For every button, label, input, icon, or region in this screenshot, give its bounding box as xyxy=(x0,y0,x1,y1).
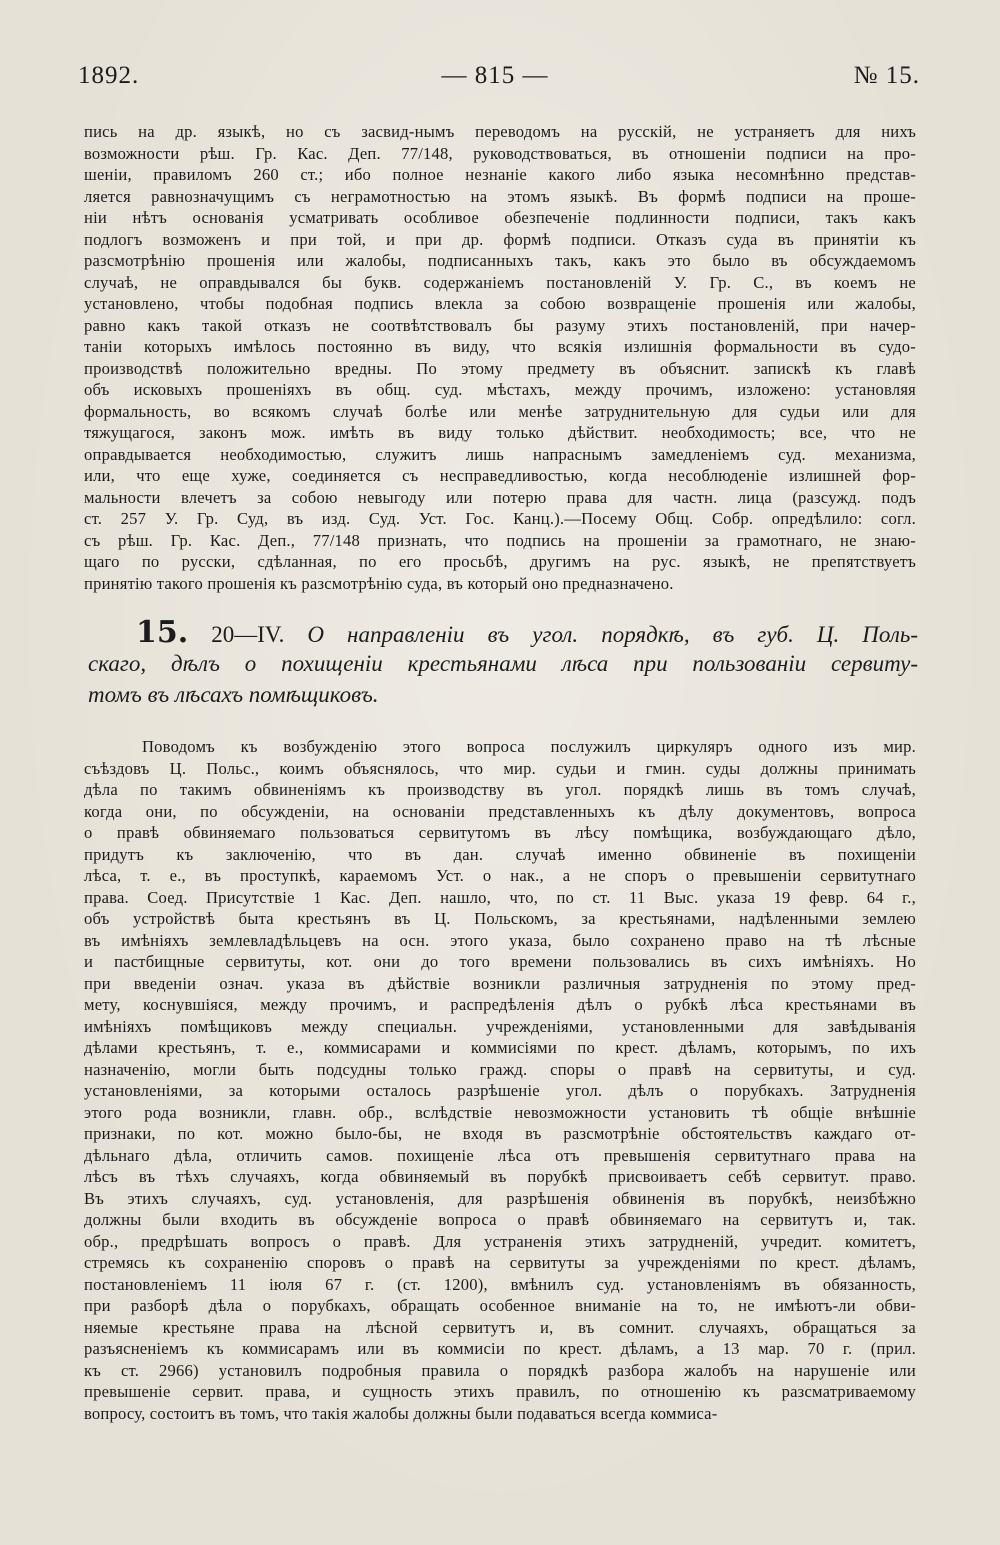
text-line: щаго по русски, сдѣланная, по его просьбѣ, другимъ на рус. языкѣ, не препятствуетъ xyxy=(84,552,916,571)
text-line: придутъ къ заключенію, что въ дан. случаѣ именно обвиненіе въ похищеніи xyxy=(84,844,916,864)
text-line: дѣла по такимъ обвиненіямъ къ производству въ угол. порядкѣ лишь въ томъ случаѣ, xyxy=(84,780,916,799)
text-line: дѣльнаго дѣла, отличить самов. похищеніе лѣса отъ превышенія сервитутнаго права на xyxy=(84,1145,916,1165)
text-line: при разборѣ дѣла о порубкахъ, обращать особенное вниманіе на то, не имѣютъ-ли обви- xyxy=(84,1296,916,1315)
text-line: съѣздовъ Ц. Польс., коимъ объяснялось, что мир. судьи и гмин. суды должны принимать xyxy=(84,758,916,778)
text-line: о правѣ обвиняемаго пользоваться сервитутомъ въ лѣсу помѣщика, возбуждающаго дѣло, xyxy=(84,823,916,842)
page-header xyxy=(70,62,920,102)
text-line: тяжущагося, законъ мож. имѣть въ виду только дѣйствит. необходимость; все, что не xyxy=(84,423,916,442)
text-line: разъясненіемъ къ коммисарамъ или въ коммисіи по крест. дѣламъ, а 13 мар. 70 г. (прил. xyxy=(84,1339,916,1358)
header-year: 1892. xyxy=(78,62,140,89)
text-line: мету, коснувшіяся, между прочимъ, и распредѣленія дѣлъ о рубкѣ лѣса крестьянами въ xyxy=(84,995,916,1014)
text-line: пись на др. языкѣ, но съ засвид-нымъ переводомъ на русскій, не устраняетъ для нихъ xyxy=(84,122,916,141)
text-line: назначенію, могли быть подсудны только гражд. споры о правѣ на сервитуты, и суд. xyxy=(84,1059,916,1079)
section-title-line: О направленіи въ угол. порядкѣ, въ губ. Ц. Поль- xyxy=(307,622,919,647)
section-title-line: томъ въ лѣсахъ помѣщиковъ. xyxy=(88,682,379,707)
text-line: лѣсъ въ тѣхъ случаяхъ, когда обвиняемый въ порубкѣ присвоиваетъ себѣ сервитут. право. xyxy=(84,1167,916,1186)
text-line: возможности рѣш. Гр. Кас. Деп. 77/148, руководствоваться, въ отношеніи подписи на про- xyxy=(84,143,916,163)
text-line: въ имѣніяхъ землевладѣльцевъ на осн. этого указа, было сохранено право на тѣ лѣсные xyxy=(84,930,916,950)
text-line: признаки, по кот. можно было-бы, не входя въ разсмотрѣніе обстоятельствъ каждаго от- xyxy=(84,1124,916,1143)
text-line: няемые крестьяне права на лѣсной сервитутъ и, въ сомнит. случаяхъ, обращаться за xyxy=(84,1317,916,1337)
text-line: разсмотрѣнію прошенія или жалобы, подписанныхъ такъ, какъ это было въ обсуждаемомъ xyxy=(84,251,916,270)
text-line: установленіями, за которыми осталось разрѣшеніе угол. дѣлъ о порубкахъ. Затрудненія xyxy=(84,1081,916,1100)
text-line: мальности влечетъ за собою невыгоду или потерю права для частн. лица (разсужд. подъ xyxy=(84,487,916,507)
text-line: таніи которыхъ имѣлось постоянно въ виду, что всякія излишнія формальности въ судо- xyxy=(84,337,916,356)
section-number: 15. xyxy=(136,615,189,650)
text-line: ст. 257 У. Гр. Суд, въ изд. Суд. Уст. Гос. Канц.).—Посему Общ. Собр. опредѣлило: согл. xyxy=(84,509,916,528)
section-heading xyxy=(88,617,918,710)
text-line: ляется равнозначущимъ съ неграмотностью на этомъ языкѣ. Въ формѣ подписи на проше- xyxy=(84,186,916,206)
section-title-line: скаго, дѣлъ о похищеніи крестьянами лѣса при пользованіи сервиту- xyxy=(88,651,918,676)
text-line: Въ этихъ случаяхъ, суд. установленія, для разрѣшенія обвиненія въ порубкѣ, неизбѣжно xyxy=(84,1188,916,1208)
text-line: должны были входить въ обсужденіе вопроса о правѣ обвиняемаго на сервитутъ и, так. xyxy=(84,1210,916,1229)
text-line: къ ст. 2966) установилъ подробныя правила о порядкѣ разбора жалобъ на нарушеніе или xyxy=(84,1360,916,1380)
text-line: постановленіемъ 11 іюля 67 г. (ст. 1200), вмѣнилъ суд. установленіямъ въ обязанность, xyxy=(84,1274,916,1294)
text-line: при введеніи означ. указа въ дѣйствіе возникли различныя затрудненія по этому пред- xyxy=(84,973,916,993)
text-line: подлогъ возможенъ и при той, и при др. формѣ подписи. Отказъ суда въ принятіи къ xyxy=(84,229,916,249)
text-line: ніи нѣтъ основанія усматривать особливое обезпеченіе подлинности подписи, такъ какъ xyxy=(84,208,916,227)
text-line: этого рода возникли, главн. обр., вслѣдствіе невозможности установить тѣ общіе внѣшніе xyxy=(84,1102,916,1122)
text-line: формальность, во всякомъ случаѣ болѣе или менѣе затруднительную для судьи или для xyxy=(84,401,916,421)
paragraph-continuation xyxy=(84,121,916,594)
text-line: съ рѣш. Гр. Кас. Деп., 77/148 признать, что подпись на прошеніи за грамотнаго, не знаю- xyxy=(84,530,916,550)
text-line: вопросу, состоитъ въ томъ, что такія жалобы должны были подаваться всегда коммиса- xyxy=(84,1403,718,1423)
text-line: случаѣ, не оправдывался бы букв. содержаніемъ постановленій У. Гр. С., въ коемъ не xyxy=(84,272,916,292)
text-line: равно какъ такой отказъ не соотвѣтствовалъ бы разуму этихъ постановленій, при начер- xyxy=(84,315,916,335)
text-line: или, что еще хуже, соединяется съ несправедливостью, когда несоблюденіе излишней фор- xyxy=(84,466,916,485)
text-line: принятію такого прошенія къ разсмотрѣнію суда, въ который оно предназначено. xyxy=(84,573,674,593)
text-line: стремясь къ сохраненію споровъ о правѣ на сервитуты за учрежденіями по крест. дѣламъ, xyxy=(84,1253,916,1272)
header-page-number: — 815 — xyxy=(441,62,549,89)
text-line: Поводомъ къ возбужденію этого вопроса послужилъ циркуляръ одного изъ мир. xyxy=(142,737,916,756)
text-line: лѣса, т. е., въ проступкѣ, караемомъ Уст. о нак., а не споръ о превышеніи сервитутнаго xyxy=(84,866,916,885)
text-line: установлено, чтобы подобная подпись влекла за собою возвращеніе прошенія или жалобы, xyxy=(84,294,916,313)
text-line: и пастбищные сервитуты, кот. они до того времени пользовались въ сихъ имѣніяхъ. Но xyxy=(84,952,916,971)
text-line: дѣлами крестьянъ, т. е., коммисарами и коммисіями по крест. дѣламъ, которымъ, по ихъ xyxy=(84,1038,916,1057)
text-line: оправдывается необходимостью, служитъ лишь напраснымъ замедленіемъ суд. механизма, xyxy=(84,444,916,464)
text-line: права. Соед. Присутствіе 1 Кас. Деп. нашло, что, по ст. 11 Выс. указа 19 февр. 64 г., xyxy=(84,887,916,907)
header-issue-number: № 15. xyxy=(853,62,920,89)
text-line: объ устройствѣ быта крестьянъ въ Ц. Польскомъ, за крестьянами, надѣленными землею xyxy=(84,909,916,928)
text-line: шеніи, правиломъ 260 ст.; ибо полное незнаніе какого либо языка несомнѣнно представ- xyxy=(84,165,916,184)
section-date: 20—IV. xyxy=(211,622,285,647)
text-line: объ исковыхъ прошеніяхъ въ общ. суд. мѣстахъ, между прочимъ, изложено: установляя xyxy=(84,380,916,399)
section-body-paragraph xyxy=(84,736,916,1424)
text-line: превышеніе сервит. права, и сущность этихъ правилъ, по отношенію къ разсматриваемому xyxy=(84,1382,916,1401)
text-line: обр., предрѣшать вопросъ о правѣ. Для устраненія этихъ затрудненій, учредит. комитетъ, xyxy=(84,1231,916,1251)
text-line: когда они, по обсужденіи, на основаніи представленныхъ къ дѣлу документовъ, вопроса xyxy=(84,801,916,821)
text-line: производствѣ положительно вредны. По этому предмету въ объяснит. запискѣ къ главѣ xyxy=(84,358,916,378)
text-line: имѣніяхъ помѣщиковъ между специальн. учрежденіями, установленными для завѣдыванія xyxy=(84,1016,916,1036)
